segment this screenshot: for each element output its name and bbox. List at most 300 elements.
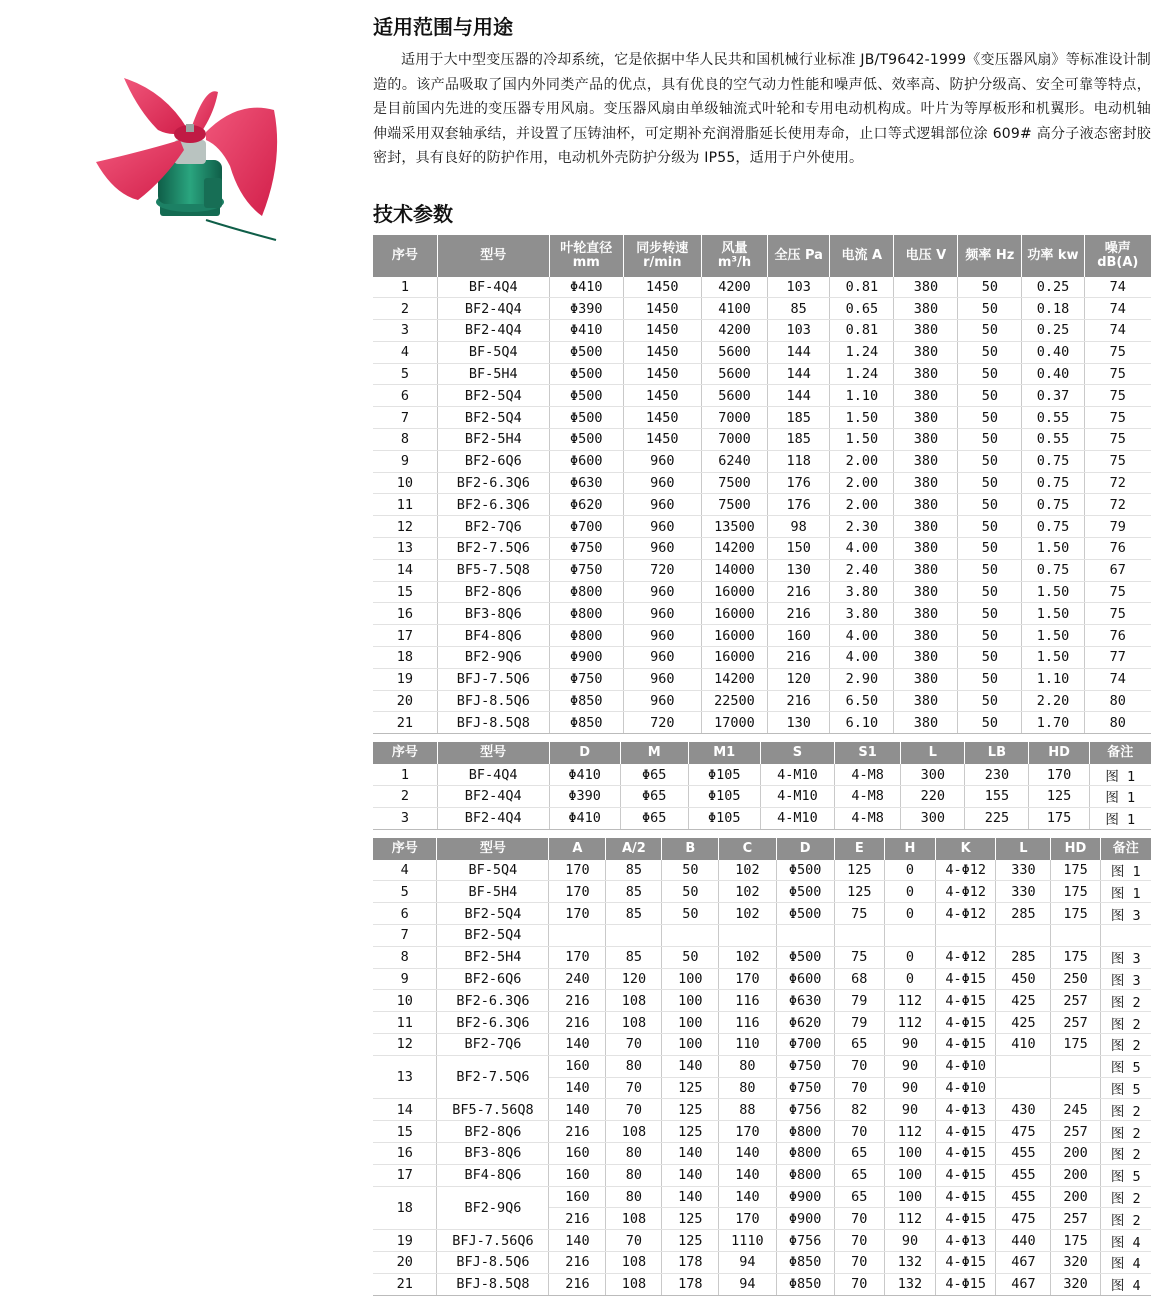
table-cell [719, 925, 776, 947]
table-cell: 5600 [701, 385, 767, 407]
table-cell: BF2-9Q6 [437, 647, 549, 669]
table-cell: Φ390 [549, 786, 620, 808]
table-cell: 50 [958, 494, 1022, 516]
table-cell: 图 1 [1100, 881, 1151, 903]
table-cell: 70 [834, 1077, 884, 1099]
table-cell: Φ105 [688, 807, 760, 829]
table-cell: 50 [958, 647, 1022, 669]
table-cell: 380 [894, 450, 958, 472]
table-cell: 50 [958, 625, 1022, 647]
table-cell: BF2-8Q6 [437, 1121, 549, 1143]
table-cell: BF2-5Q4 [437, 385, 549, 407]
column-header: 型号 [437, 838, 549, 860]
table-cell: Φ750 [549, 538, 623, 560]
table-cell: BF2-6Q6 [437, 450, 549, 472]
table-cell: 50 [958, 538, 1022, 560]
table-cell: 94 [719, 1251, 776, 1273]
table-cell: BFJ-7.56Q6 [437, 1230, 549, 1252]
table-cell: Φ65 [620, 786, 688, 808]
table-cell: 75 [1084, 450, 1151, 472]
table-cell: 1.50 [830, 407, 894, 429]
table-cell: 440 [996, 1230, 1051, 1252]
table-cell: 1.10 [1022, 668, 1084, 690]
table-cell: 175 [1029, 807, 1089, 829]
table-cell: 50 [958, 407, 1022, 429]
table-cell: 140 [719, 1186, 776, 1208]
table-cell: 70 [606, 1077, 662, 1099]
column-header: 序号 [373, 742, 437, 764]
table-cell: 170 [549, 903, 606, 925]
table-cell: 14200 [701, 668, 767, 690]
table-cell: Φ900 [776, 1186, 834, 1208]
table-cell: 4100 [701, 298, 767, 320]
table-cell: 116 [719, 1012, 776, 1034]
table-row [373, 881, 1151, 903]
table-cell: 103 [768, 320, 830, 342]
column-header: 序号 [373, 235, 437, 277]
table-cell: Φ900 [549, 647, 623, 669]
table-cell: Φ700 [776, 1034, 834, 1056]
table-cell: 140 [662, 1055, 719, 1077]
table-cell: Φ620 [776, 1012, 834, 1034]
table-cell: 79 [834, 990, 884, 1012]
table-cell: 380 [894, 494, 958, 516]
column-header: H [884, 838, 935, 860]
table-row [373, 668, 1151, 690]
table-cell: BF-5Q4 [437, 341, 549, 363]
table-cell: Φ410 [549, 277, 623, 298]
table-cell [936, 925, 996, 947]
main-content [373, 12, 1151, 1296]
table-cell: BF2-7.5Q6 [437, 538, 549, 560]
table-cell: 4-Φ15 [936, 1186, 996, 1208]
table-cell: 4.00 [830, 625, 894, 647]
table-cell: 4-M10 [760, 786, 834, 808]
table-cell: 0.65 [830, 298, 894, 320]
table-cell: Φ500 [776, 881, 834, 903]
table-cell: 11 [373, 494, 437, 516]
table-cell: 80 [606, 1055, 662, 1077]
table-cell: 16000 [701, 603, 767, 625]
table-cell: 85 [768, 298, 830, 320]
table-cell: 475 [996, 1121, 1051, 1143]
table-cell: 20 [373, 1251, 437, 1273]
table-cell: 0 [884, 881, 935, 903]
table-cell: 16 [373, 1142, 437, 1164]
table-cell: 65 [834, 1034, 884, 1056]
table-cell: 2.00 [830, 472, 894, 494]
table-cell: 125 [662, 1099, 719, 1121]
table-cell: 170 [549, 946, 606, 968]
table-row [373, 625, 1151, 647]
table-row [373, 450, 1151, 472]
table-cell: BFJ-8.5Q8 [437, 1273, 549, 1295]
column-header: K [936, 838, 996, 860]
table-cell: 144 [768, 385, 830, 407]
table-cell: 图 2 [1100, 990, 1151, 1012]
table-cell: 380 [894, 559, 958, 581]
table-cell: BF2-4Q4 [437, 298, 549, 320]
table-cell: 2.30 [830, 516, 894, 538]
dimension-table-small [373, 742, 1151, 829]
table-cell: 425 [996, 990, 1051, 1012]
table-cell: 4-Φ12 [936, 860, 996, 881]
table-cell: 125 [662, 1077, 719, 1099]
table-cell: 94 [719, 1273, 776, 1295]
table-cell: 70 [834, 1230, 884, 1252]
table-cell: 4200 [701, 277, 767, 298]
table-cell: 380 [894, 647, 958, 669]
table-cell: 22500 [701, 690, 767, 712]
table-cell: 3.80 [830, 603, 894, 625]
table-cell: 85 [606, 946, 662, 968]
column-header: A/2 [606, 838, 662, 860]
table-cell [549, 925, 606, 947]
table-row [373, 1230, 1151, 1252]
table-cell: 21 [373, 712, 437, 734]
table-cell: 21 [373, 1273, 437, 1295]
table-cell: 216 [768, 581, 830, 603]
table-cell: 4-M8 [835, 764, 901, 785]
table-cell: Φ410 [549, 807, 620, 829]
table-cell: 50 [662, 946, 719, 968]
table-cell: 112 [884, 990, 935, 1012]
column-header: D [776, 838, 834, 860]
table-cell: 12 [373, 516, 437, 538]
table-cell: 50 [662, 881, 719, 903]
table-cell: Φ750 [549, 559, 623, 581]
table-row [373, 925, 1151, 947]
table-cell: 220 [901, 786, 965, 808]
table-cell: Φ500 [549, 407, 623, 429]
table-cell: 960 [623, 450, 701, 472]
table-cell: 13500 [701, 516, 767, 538]
table-cell: 1.70 [1022, 712, 1084, 734]
table-cell: 4-Φ15 [936, 1164, 996, 1186]
table-cell: 90 [884, 1099, 935, 1121]
table-row [373, 1012, 1151, 1034]
table-cell: 132 [884, 1251, 935, 1273]
table-cell: 12 [373, 1034, 437, 1056]
table-cell: Φ500 [549, 429, 623, 451]
table-cell: 160 [549, 1186, 606, 1208]
table-cell: 5 [373, 363, 437, 385]
table-cell: 50 [958, 516, 1022, 538]
table-cell: Φ630 [776, 990, 834, 1012]
table-cell: 0 [884, 860, 935, 881]
column-header: E [834, 838, 884, 860]
table-cell: 50 [958, 320, 1022, 342]
table-cell: 960 [623, 647, 701, 669]
table-cell: 216 [549, 1121, 606, 1143]
table-cell: 140 [549, 1099, 606, 1121]
table-cell: 7 [373, 925, 437, 947]
table-cell: 4-M8 [835, 786, 901, 808]
table-cell: 425 [996, 1012, 1051, 1034]
table-cell: 3.80 [830, 581, 894, 603]
table-cell: 图 2 [1100, 1012, 1151, 1034]
table-cell [606, 925, 662, 947]
table-cell: 75 [1084, 581, 1151, 603]
table-cell: 125 [834, 860, 884, 881]
table-cell: 380 [894, 538, 958, 560]
table-cell: Φ800 [776, 1142, 834, 1164]
column-header: LB [965, 742, 1029, 764]
table-cell: 1.50 [1022, 647, 1084, 669]
table-row [373, 385, 1151, 407]
table-cell: 130 [768, 559, 830, 581]
table-cell: 16000 [701, 625, 767, 647]
table-cell: 图 4 [1100, 1251, 1151, 1273]
table-cell: 65 [834, 1164, 884, 1186]
table-cell: 图 2 [1100, 1099, 1151, 1121]
table-cell: 100 [662, 990, 719, 1012]
table-cell: BF-5H4 [437, 881, 549, 903]
table-cell: 0.37 [1022, 385, 1084, 407]
table-cell: BF2-7Q6 [437, 516, 549, 538]
table-cell: 0.25 [1022, 320, 1084, 342]
table-cell: 380 [894, 625, 958, 647]
table-cell: 150 [768, 538, 830, 560]
table-cell: 185 [768, 429, 830, 451]
table-cell: BF2-4Q4 [437, 786, 549, 808]
table-row [373, 860, 1151, 881]
table-cell: 50 [958, 298, 1022, 320]
table-cell: 50 [958, 690, 1022, 712]
table-cell: Φ600 [776, 968, 834, 990]
table-row [373, 968, 1151, 990]
column-header: 同步转速 r/min [623, 235, 701, 277]
table-cell: 4 [373, 860, 437, 881]
table-cell: Φ850 [776, 1251, 834, 1273]
table-cell: 1450 [623, 320, 701, 342]
table-cell: 125 [662, 1230, 719, 1252]
table-cell: 16000 [701, 647, 767, 669]
table-cell: 50 [958, 450, 1022, 472]
table-cell: 14 [373, 1099, 437, 1121]
table-row [373, 363, 1151, 385]
table-cell: 144 [768, 341, 830, 363]
section-title-usage: 适用范围与用途 [373, 15, 513, 39]
table-cell: 13 [373, 1055, 437, 1099]
table-cell: 4-Φ15 [936, 1142, 996, 1164]
table-cell: 图 2 [1100, 1034, 1151, 1056]
table-row [373, 581, 1151, 603]
table-cell: 0.55 [1022, 429, 1084, 451]
table-cell: 170 [549, 860, 606, 881]
table-row [373, 764, 1151, 785]
table-cell: 380 [894, 603, 958, 625]
table-cell: Φ750 [776, 1055, 834, 1077]
table-cell: 16000 [701, 581, 767, 603]
table-cell: Φ410 [549, 320, 623, 342]
table-cell: 72 [1084, 472, 1151, 494]
table-cell: 75 [1084, 603, 1151, 625]
table-cell: BF2-6.3Q6 [437, 990, 549, 1012]
table-cell: 467 [996, 1251, 1051, 1273]
table-row [373, 1099, 1151, 1121]
table-cell: 1450 [623, 407, 701, 429]
table-cell: 70 [834, 1251, 884, 1273]
table-cell: Φ750 [549, 668, 623, 690]
table-cell [834, 925, 884, 947]
table-cell: 1450 [623, 363, 701, 385]
table-cell: 100 [662, 1012, 719, 1034]
table-cell: 467 [996, 1273, 1051, 1295]
table-cell: BF-4Q4 [437, 764, 549, 785]
table-cell: 216 [549, 1208, 606, 1230]
table-cell: 4-Φ15 [936, 990, 996, 1012]
table-cell: 50 [958, 341, 1022, 363]
table-cell: 76 [1084, 538, 1151, 560]
table-cell: 300 [901, 764, 965, 785]
table-row [373, 494, 1151, 516]
table-cell: 4 [373, 341, 437, 363]
table-cell: 0.40 [1022, 363, 1084, 385]
table-cell: 75 [1084, 341, 1151, 363]
table-cell: 108 [606, 1251, 662, 1273]
table-cell: 0.75 [1022, 516, 1084, 538]
table-cell: Φ500 [549, 341, 623, 363]
column-header: 电压 V [894, 235, 958, 277]
table-cell: 380 [894, 668, 958, 690]
table-cell: 132 [884, 1273, 935, 1295]
table-row [373, 946, 1151, 968]
table-cell: 88 [719, 1099, 776, 1121]
table-cell: 6.50 [830, 690, 894, 712]
table-cell: 450 [996, 968, 1051, 990]
table-cell: 176 [768, 494, 830, 516]
table-cell: 108 [606, 990, 662, 1012]
table-cell: BF2-6Q6 [437, 968, 549, 990]
table-cell: 3 [373, 807, 437, 829]
table-cell: 14 [373, 559, 437, 581]
table-cell: 4-Φ15 [936, 1273, 996, 1295]
table-cell: 430 [996, 1099, 1051, 1121]
table-cell: 18 [373, 1186, 437, 1230]
table-cell: 18 [373, 647, 437, 669]
column-header: L [996, 838, 1051, 860]
table-cell: 380 [894, 363, 958, 385]
table-cell: 85 [606, 881, 662, 903]
table-row [373, 690, 1151, 712]
table-cell [1100, 925, 1151, 947]
table-cell: 13 [373, 538, 437, 560]
table-cell: 380 [894, 516, 958, 538]
table-cell: 75 [834, 946, 884, 968]
table-cell: 380 [894, 407, 958, 429]
table-cell: 82 [834, 1099, 884, 1121]
table-cell: 5600 [701, 341, 767, 363]
table-cell: 140 [662, 1142, 719, 1164]
table-cell: 216 [768, 603, 830, 625]
table-cell: 102 [719, 946, 776, 968]
table-cell: 960 [623, 516, 701, 538]
table-cell: 250 [1051, 968, 1100, 990]
table-row [373, 712, 1151, 734]
table-cell: 112 [884, 1012, 935, 1034]
table-cell: Φ500 [549, 363, 623, 385]
table-cell: 90 [884, 1055, 935, 1077]
table-row [373, 516, 1151, 538]
table-cell: BF2-9Q6 [437, 1186, 549, 1230]
table-cell: 0.75 [1022, 450, 1084, 472]
table-cell: 285 [996, 946, 1051, 968]
table-cell: 76 [1084, 625, 1151, 647]
table-cell: 图 2 [1100, 1208, 1151, 1230]
table-cell: BFJ-8.5Q8 [437, 712, 549, 734]
table-cell: 0.75 [1022, 472, 1084, 494]
table-cell: 80 [1084, 690, 1151, 712]
table-cell: 图 1 [1089, 764, 1151, 785]
table-cell: 1.50 [1022, 581, 1084, 603]
table-cell: 170 [719, 1208, 776, 1230]
table-cell: 257 [1051, 1208, 1100, 1230]
table-cell: 103 [768, 277, 830, 298]
table-cell: 257 [1051, 990, 1100, 1012]
table-cell: 4-Φ12 [936, 881, 996, 903]
table-row [373, 1055, 1151, 1077]
table-cell: 200 [1051, 1186, 1100, 1208]
table-row [373, 429, 1151, 451]
table-cell: 图 1 [1089, 786, 1151, 808]
table-cell: 1.50 [1022, 603, 1084, 625]
table-cell: 0 [884, 946, 935, 968]
table-cell: 108 [606, 1012, 662, 1034]
table-cell: 170 [549, 881, 606, 903]
table-cell: Φ756 [776, 1230, 834, 1252]
table-cell: 100 [662, 1034, 719, 1056]
table-cell [996, 1077, 1051, 1099]
table-cell: BF4-8Q6 [437, 1164, 549, 1186]
table-cell: 0.40 [1022, 341, 1084, 363]
table-cell: 9 [373, 450, 437, 472]
table-cell: 110 [719, 1034, 776, 1056]
table-cell: 10 [373, 472, 437, 494]
table-cell: BF2-7Q6 [437, 1034, 549, 1056]
table-cell: 216 [549, 1273, 606, 1295]
table-cell: Φ850 [549, 690, 623, 712]
column-header: M [620, 742, 688, 764]
table-cell: 200 [1051, 1142, 1100, 1164]
table-cell: 2 [373, 298, 437, 320]
table-cell: 50 [958, 429, 1022, 451]
table-cell: 17000 [701, 712, 767, 734]
table-cell: 15 [373, 581, 437, 603]
table-cell: 4-Φ15 [936, 1251, 996, 1273]
table-cell: 4-Φ12 [936, 903, 996, 925]
table-cell: BF2-8Q6 [437, 581, 549, 603]
table-cell: 1.50 [830, 429, 894, 451]
table-cell: 140 [549, 1230, 606, 1252]
table-cell: 140 [662, 1164, 719, 1186]
section-title-specs: 技术参数 [373, 201, 453, 226]
table-cell: 70 [834, 1055, 884, 1077]
table-cell: 14200 [701, 538, 767, 560]
table-cell: 85 [606, 903, 662, 925]
table-cell: 112 [884, 1121, 935, 1143]
table-cell: 330 [996, 860, 1051, 881]
table-row [373, 1273, 1151, 1295]
table-cell: 257 [1051, 1012, 1100, 1034]
table-cell: BF2-6.3Q6 [437, 494, 549, 516]
table-cell: 4-M10 [760, 764, 834, 785]
table-cell: 410 [996, 1034, 1051, 1056]
table-cell: 4-Φ15 [936, 1121, 996, 1143]
table-cell: 2.00 [830, 450, 894, 472]
table-cell: Φ756 [776, 1099, 834, 1121]
table-cell: 216 [768, 647, 830, 669]
